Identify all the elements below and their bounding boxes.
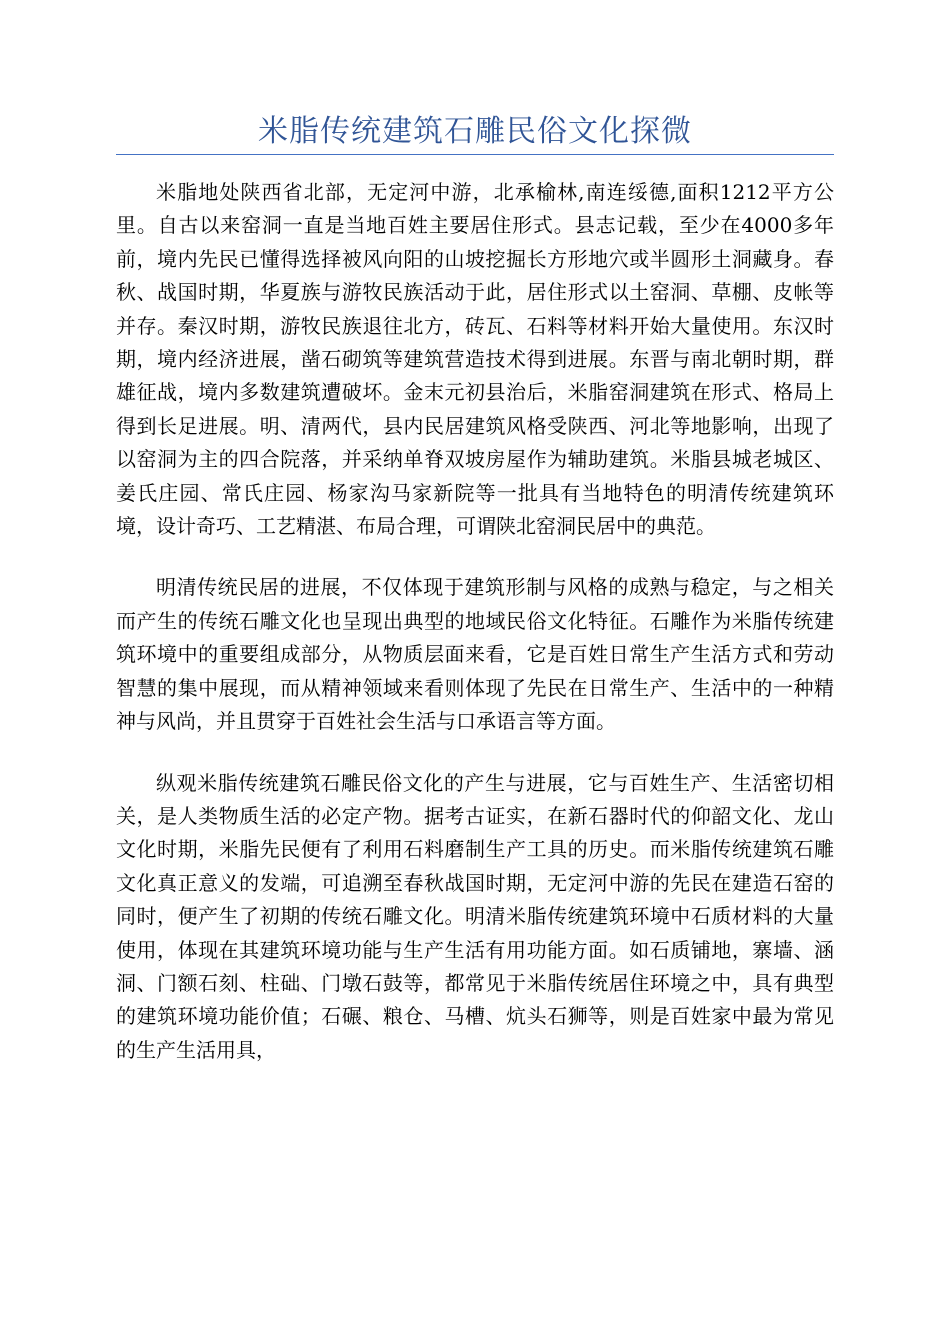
paragraph-2: 明清传统民居的进展，不仅体现于建筑形制与风格的成熟与稳定，与之相关而产生的传统石雕文化也呈现出典型的地域民俗文化特征。石雕作为米脂传统建筑环境中的重要组成部分，从物质层面来看，它是百姓日常生产生活方式和劳动智慧的集中展现，而从精神领域来看则体现了先民在日常生产、生活中的一种精神与风尚，并且贯穿于百姓社会生活与口承语言等方面。 [116, 575, 834, 734]
paragraph-3: 纵观米脂传统建筑石雕民俗文化的产生与进展，它与百姓生产、生活密切相关，是人类物质生活的必定产物。据考古证实，在新石器时代的仰韶文化、龙山文化时期，米脂先民便有了利用石料磨制生产工具的历史。而米脂传统建筑石雕文化真正意义的发端，可追溯至春秋战国时期，无定河中游的先民在建造石窑的同时，便产生了初期的传统石雕文化。明清米脂传统建筑环境中石质材料的大量使用，体现在其建筑环境功能与生产生活有用功能方面。如石质铺地，寨墙、涵洞、门额石刻、柱础、门墩石鼓等，都常见于米脂传统居住环境之中，具有典型的建筑环境功能价值；石碾、粮仓、马槽、炕头石狮等，则是百姓家中最为常见的生产生活用具， [116, 770, 834, 1062]
document-body [116, 176, 834, 1095]
document-title: 米脂传统建筑石雕民俗文化探微 [258, 114, 692, 149]
title-underline [116, 154, 834, 155]
paragraph-1: 米脂地处陕西省北部，无定河中游，北承榆林,南连绥德,面积1212平方公里。自古以来窑洞一直是当地百姓主要居住形式。县志记载，至少在4000多年前，境内先民已懂得选择被风向阳的山坡挖掘长方形地穴或半圆形土洞藏身。春秋、战国时期，华夏族与游牧民族活动于此，居住形式以土窑洞、草棚、皮帐等并存。秦汉时期，游牧民族退往北方，砖瓦、石料等材料开始大量使用。东汉时期，境内经济进展，凿石砌筑等建筑营造技术得到进展。东晋与南北朝时期，群雄征战，境内多数建筑遭破坏。金末元初县治后，米脂窑洞建筑在形式、格局上得到长足进展。明、清两代，县内民居建筑风格受陕西、河北等地影响，出现了以窑洞为主的四合院落，并采纳单脊双坡房屋作为辅助建筑。米脂县城老城区、姜氏庄园、常氏庄园、杨家沟马家新院等一批具有当地特色的明清传统建筑环境，设计奇巧、工艺精湛、布局合理，可谓陕北窑洞民居中的典范。 [116, 180, 834, 539]
